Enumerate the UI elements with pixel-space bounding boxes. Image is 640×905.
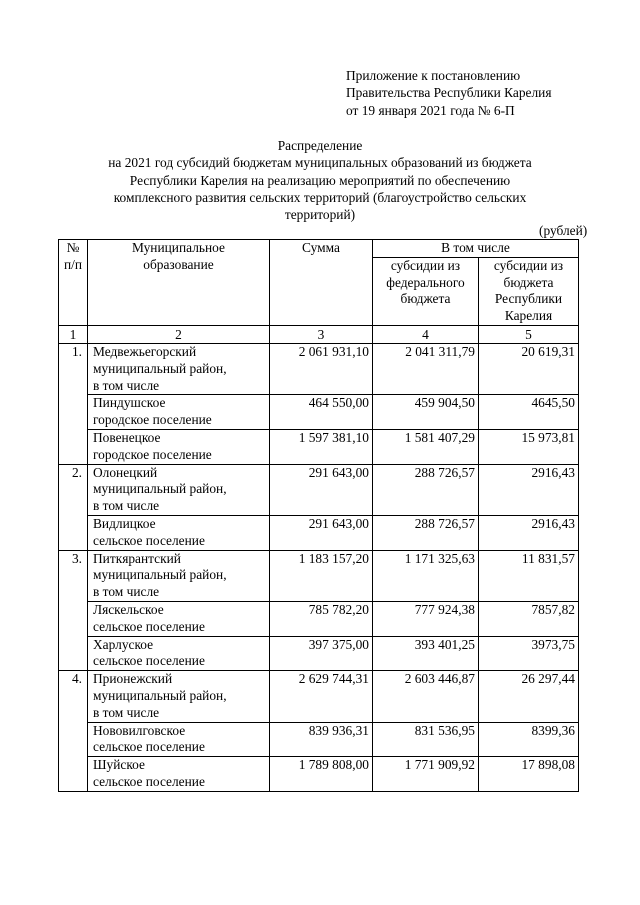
header-republic: субсидии из бюджета Республики Карелия <box>479 257 579 325</box>
settlement-row <box>59 636 579 671</box>
federal-cell: 1 771 909,92 <box>373 757 479 792</box>
column-number: 1 <box>59 325 88 343</box>
column-number: 4 <box>373 325 479 343</box>
title-line: Распределение <box>277 138 363 153</box>
row-number: 3. <box>59 550 88 671</box>
federal-cell: 777 924,38 <box>373 601 479 636</box>
row-number: 4. <box>59 671 88 792</box>
district-row <box>59 343 579 394</box>
federal-cell: 2 603 446,87 <box>373 671 479 722</box>
title-line: Республики Карелия на реализацию мероприятий по обеспечению <box>129 172 511 188</box>
sum-cell: 291 643,00 <box>270 464 373 515</box>
settlement-name: Ляскельское сельское поселение <box>88 601 270 636</box>
settlement-row <box>59 757 579 792</box>
federal-cell: 459 904,50 <box>373 395 479 430</box>
district-row <box>59 464 579 515</box>
federal-cell: 288 726,57 <box>373 464 479 515</box>
sum-cell: 1 789 808,00 <box>270 757 373 792</box>
sum-cell: 839 936,31 <box>270 722 373 757</box>
republic-cell: 26 297,44 <box>479 671 579 722</box>
settlement-name: Шуйское сельское поселение <box>88 757 270 792</box>
sum-cell: 464 550,00 <box>270 395 373 430</box>
district-row <box>59 550 579 601</box>
units-note: (рублей) <box>539 223 588 238</box>
federal-cell: 1 171 325,63 <box>373 550 479 601</box>
settlement-name: Харлуское сельское поселение <box>88 636 270 671</box>
header-sum: Сумма <box>270 240 373 326</box>
district-row <box>59 671 579 722</box>
settlement-name: Повенецкое городское поселение <box>88 429 270 464</box>
settlement-name: Видлицкое сельское поселение <box>88 515 270 550</box>
settlement-name: Пиндушское городское поселение <box>88 395 270 430</box>
appendix-line: Правительства Республики Карелия <box>346 85 552 101</box>
appendix-line: от 19 января 2021 года № 6-П <box>346 102 515 118</box>
sum-cell: 2 629 744,31 <box>270 671 373 722</box>
header-municipality: Муниципальное образование <box>88 240 270 326</box>
header-num: № п/п <box>59 240 88 326</box>
republic-cell: 11 831,57 <box>479 550 579 601</box>
republic-cell: 4645,50 <box>479 395 579 430</box>
sum-cell: 2 061 931,10 <box>270 343 373 394</box>
header-federal: субсидии из федерального бюджета <box>373 257 479 325</box>
settlement-row <box>59 515 579 550</box>
settlement-row <box>59 429 579 464</box>
column-number: 2 <box>88 325 270 343</box>
federal-cell: 2 041 311,79 <box>373 343 479 394</box>
settlement-name: Нововилговское сельское поселение <box>88 722 270 757</box>
appendix-note <box>346 67 551 119</box>
district-name: Олонецкий муниципальный район, в том числе <box>88 464 270 515</box>
column-number-row <box>59 325 579 343</box>
row-number: 2. <box>59 464 88 550</box>
republic-cell: 15 973,81 <box>479 429 579 464</box>
sum-cell: 1 183 157,20 <box>270 550 373 601</box>
sum-cell: 785 782,20 <box>270 601 373 636</box>
settlement-row <box>59 722 579 757</box>
republic-cell: 20 619,31 <box>479 343 579 394</box>
republic-cell: 2916,43 <box>479 515 579 550</box>
row-number: 1. <box>59 343 88 464</box>
sum-cell: 397 375,00 <box>270 636 373 671</box>
federal-cell: 831 536,95 <box>373 722 479 757</box>
settlement-row <box>59 395 579 430</box>
title-line: комплексного развития сельских территорий (благоустройство сельских <box>113 189 527 205</box>
sum-cell: 291 643,00 <box>270 515 373 550</box>
federal-cell: 1 581 407,29 <box>373 429 479 464</box>
district-name: Прионежский муниципальный район, в том числе <box>88 671 270 722</box>
republic-cell: 8399,36 <box>479 722 579 757</box>
settlement-row <box>59 601 579 636</box>
republic-cell: 7857,82 <box>479 601 579 636</box>
sum-cell: 1 597 381,10 <box>270 429 373 464</box>
federal-cell: 393 401,25 <box>373 636 479 671</box>
federal-cell: 288 726,57 <box>373 515 479 550</box>
district-name: Медвежьегорский муниципальный район, в том числе <box>88 343 270 394</box>
title-line: на 2021 год субсидий бюджетам муниципальных образований из бюджета <box>108 155 532 171</box>
subsidy-table <box>58 239 579 792</box>
republic-cell: 17 898,08 <box>479 757 579 792</box>
header-row <box>59 240 579 258</box>
title-line: территорий) <box>284 207 356 223</box>
district-name: Питкярантский муниципальный район, в том числе <box>88 550 270 601</box>
appendix-line: Приложение к постановлению <box>346 68 521 83</box>
republic-cell: 2916,43 <box>479 464 579 515</box>
republic-cell: 3973,75 <box>479 636 579 671</box>
column-number: 5 <box>479 325 579 343</box>
header-including: В том числе <box>373 240 579 258</box>
column-number: 3 <box>270 325 373 343</box>
document-title <box>70 137 570 223</box>
